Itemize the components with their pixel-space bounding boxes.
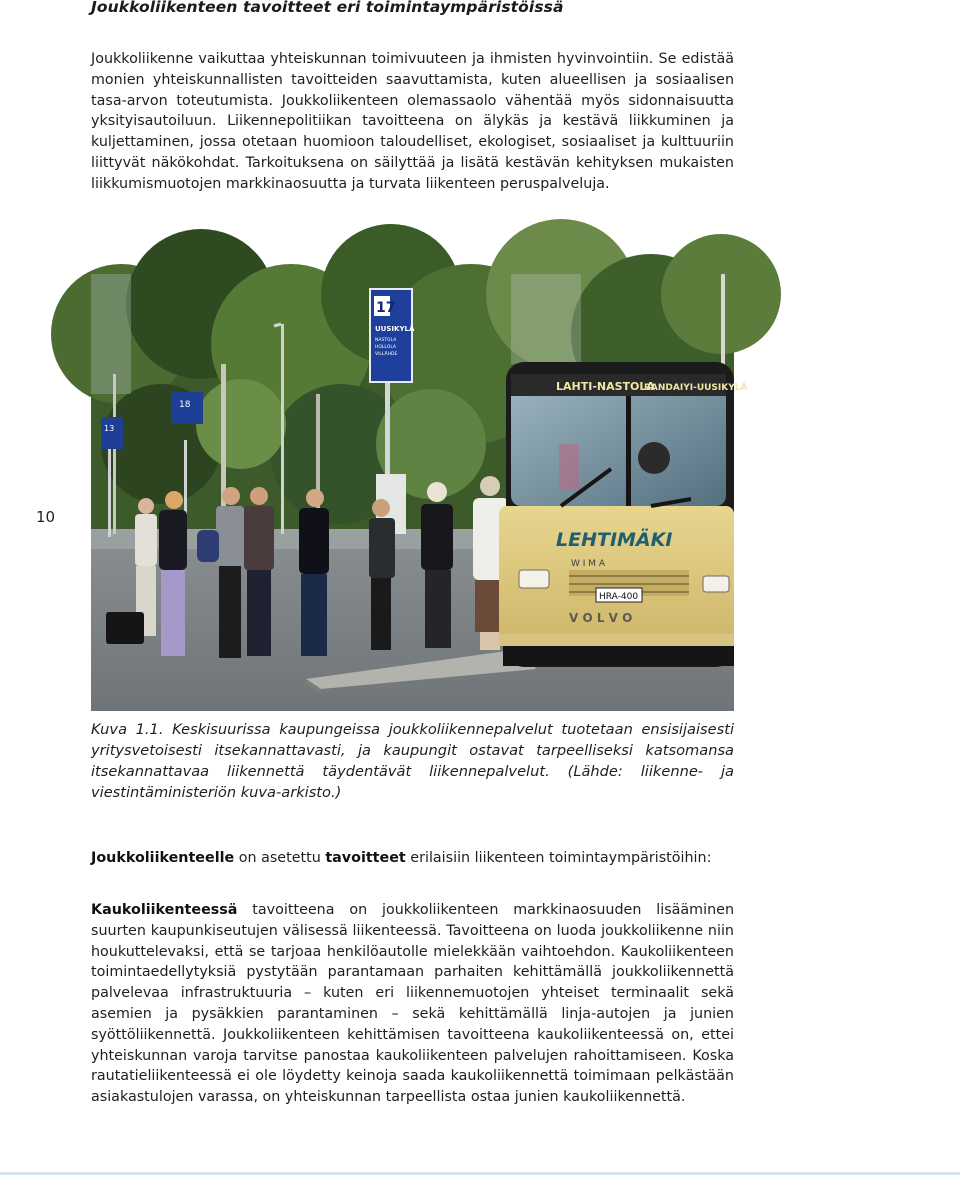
sign-small-line-2: HOLLOLA [375,345,397,350]
sign-small-line-1: NASTOLA [375,338,397,343]
sign-small-line-3: VILLÄHDE [375,352,398,357]
bus-stop-photo [91,274,748,711]
lead-term-1: Joukkoliikenteelle [91,850,235,866]
intro-paragraph: Joukkoliikenne vaikuttaa yhteiskunnan toimivuuteen ja ihmisten hyvinvointiin. Se edistää monien yhteiskunnallisten tavoitteiden saavuttamista, kuten alueellisen ja sosiaalisen tasa-arvon toteutumista. Joukkoliikenteen olemassaolo vähentää myös sidonnaisuutta yksityisautoiluun. Liikennepolitiikan tavoitteena on älykäs ja kestävä liikkuminen ja kuljettaminen, jossa otetaan huomioon taloudelliset, ekologiset, sosiaaliset ja kulttuuriin liittyvät näkökohdat. Tarkoituksena on säilyttää ja lisätä kestävän kehityksen mukaisten liikkumismuotojen markkinaosuutta ja turvata liikenteen peruspalveluja. [91,51,734,192]
kaukoliikenne-paragraph [91,900,734,1108]
page-number: 10 [36,508,56,526]
bus-destination-left: LAHTI-NASTOLA [556,380,655,393]
lead-term-2: tavoitteet [325,850,406,866]
small-sign-route-1: 18 [179,400,191,410]
bus [499,362,747,667]
sign-route-number: 17 [376,300,396,316]
figure-caption [91,719,734,803]
lead-text-1: on asetettu [234,850,326,866]
sign-main-destination: UUSIKYLÄ [375,325,415,333]
bus-destination-right: RANDAIYI-UUSIKYLÄ [644,383,748,393]
lead-paragraph [91,848,734,869]
caption-text: Keskisuurissa kaupungeissa joukkoliikennepalvelut tuotetaan ensisijaisesti yritysvetoisesti itsekannattavasti, ja kaupungit ostavat tarpeelliseksi katsomansa itsekannattavaa liikennettä täydentävät liikennepalvelut. (Lähde: liikenne- ja viestintäministeriön kuva-arkisto.) [91,721,735,801]
section-title: Joukkoliikenteen tavoitteet eri toimintaympäristöissä [91,0,564,16]
bus-grille-text: W I M A [571,559,606,569]
license-plate: HRA-400 [599,592,639,602]
caption-label: Kuva 1.1. [91,721,164,738]
bus-company-name: LEHTIMÄKI [556,529,673,551]
lead-text-2: erilaisiin liikenteen toimintaympäristöihin: [405,850,712,866]
kauko-text: tavoitteena on joukkoliikenteen markkinaosuuden lisääminen suurten kaupunkiseutujen välisessä liikenteessä. Tavoitteena on luoda joukkoliikenne niin houkuttelevaksi, että se tarjoaa henkilöautolle mielekkään vaihtoehdon. Kaukoliikenteen toimintaedellytyksiä pystytään parantamaan parhaiten kehittämällä joukkoliikennettä palvelevaa infrastruktuuria – kuten eri liikennemuotojen yhteiset terminaalit sekä asemien ja pysäkkien parantaminen – sekä kehittämällä linja-autojen ja junien syöttöliikennettä. Joukkoliikenteen kehittämisen tavoitteena kaukoliikenteessä on, ettei yhteiskunnan varoja tarvitse panostaa kaukoliikenteen palvelujen rahoittamiseen. Koska rautatieliikenteessä ei ole löydetty keinoja saada kaukoliikennettä toimimaan pelkästään asiakastulojen varassa, on yhteiskunnan tarpeellista ostaa junien kaukoliikennettä. [91,902,734,1106]
footer-rule [0,1172,960,1175]
bus-brand: V O L V O [569,611,633,625]
small-sign-route-2: 13 [104,424,115,433]
kauko-term: Kaukoliikenteessä [91,902,238,918]
